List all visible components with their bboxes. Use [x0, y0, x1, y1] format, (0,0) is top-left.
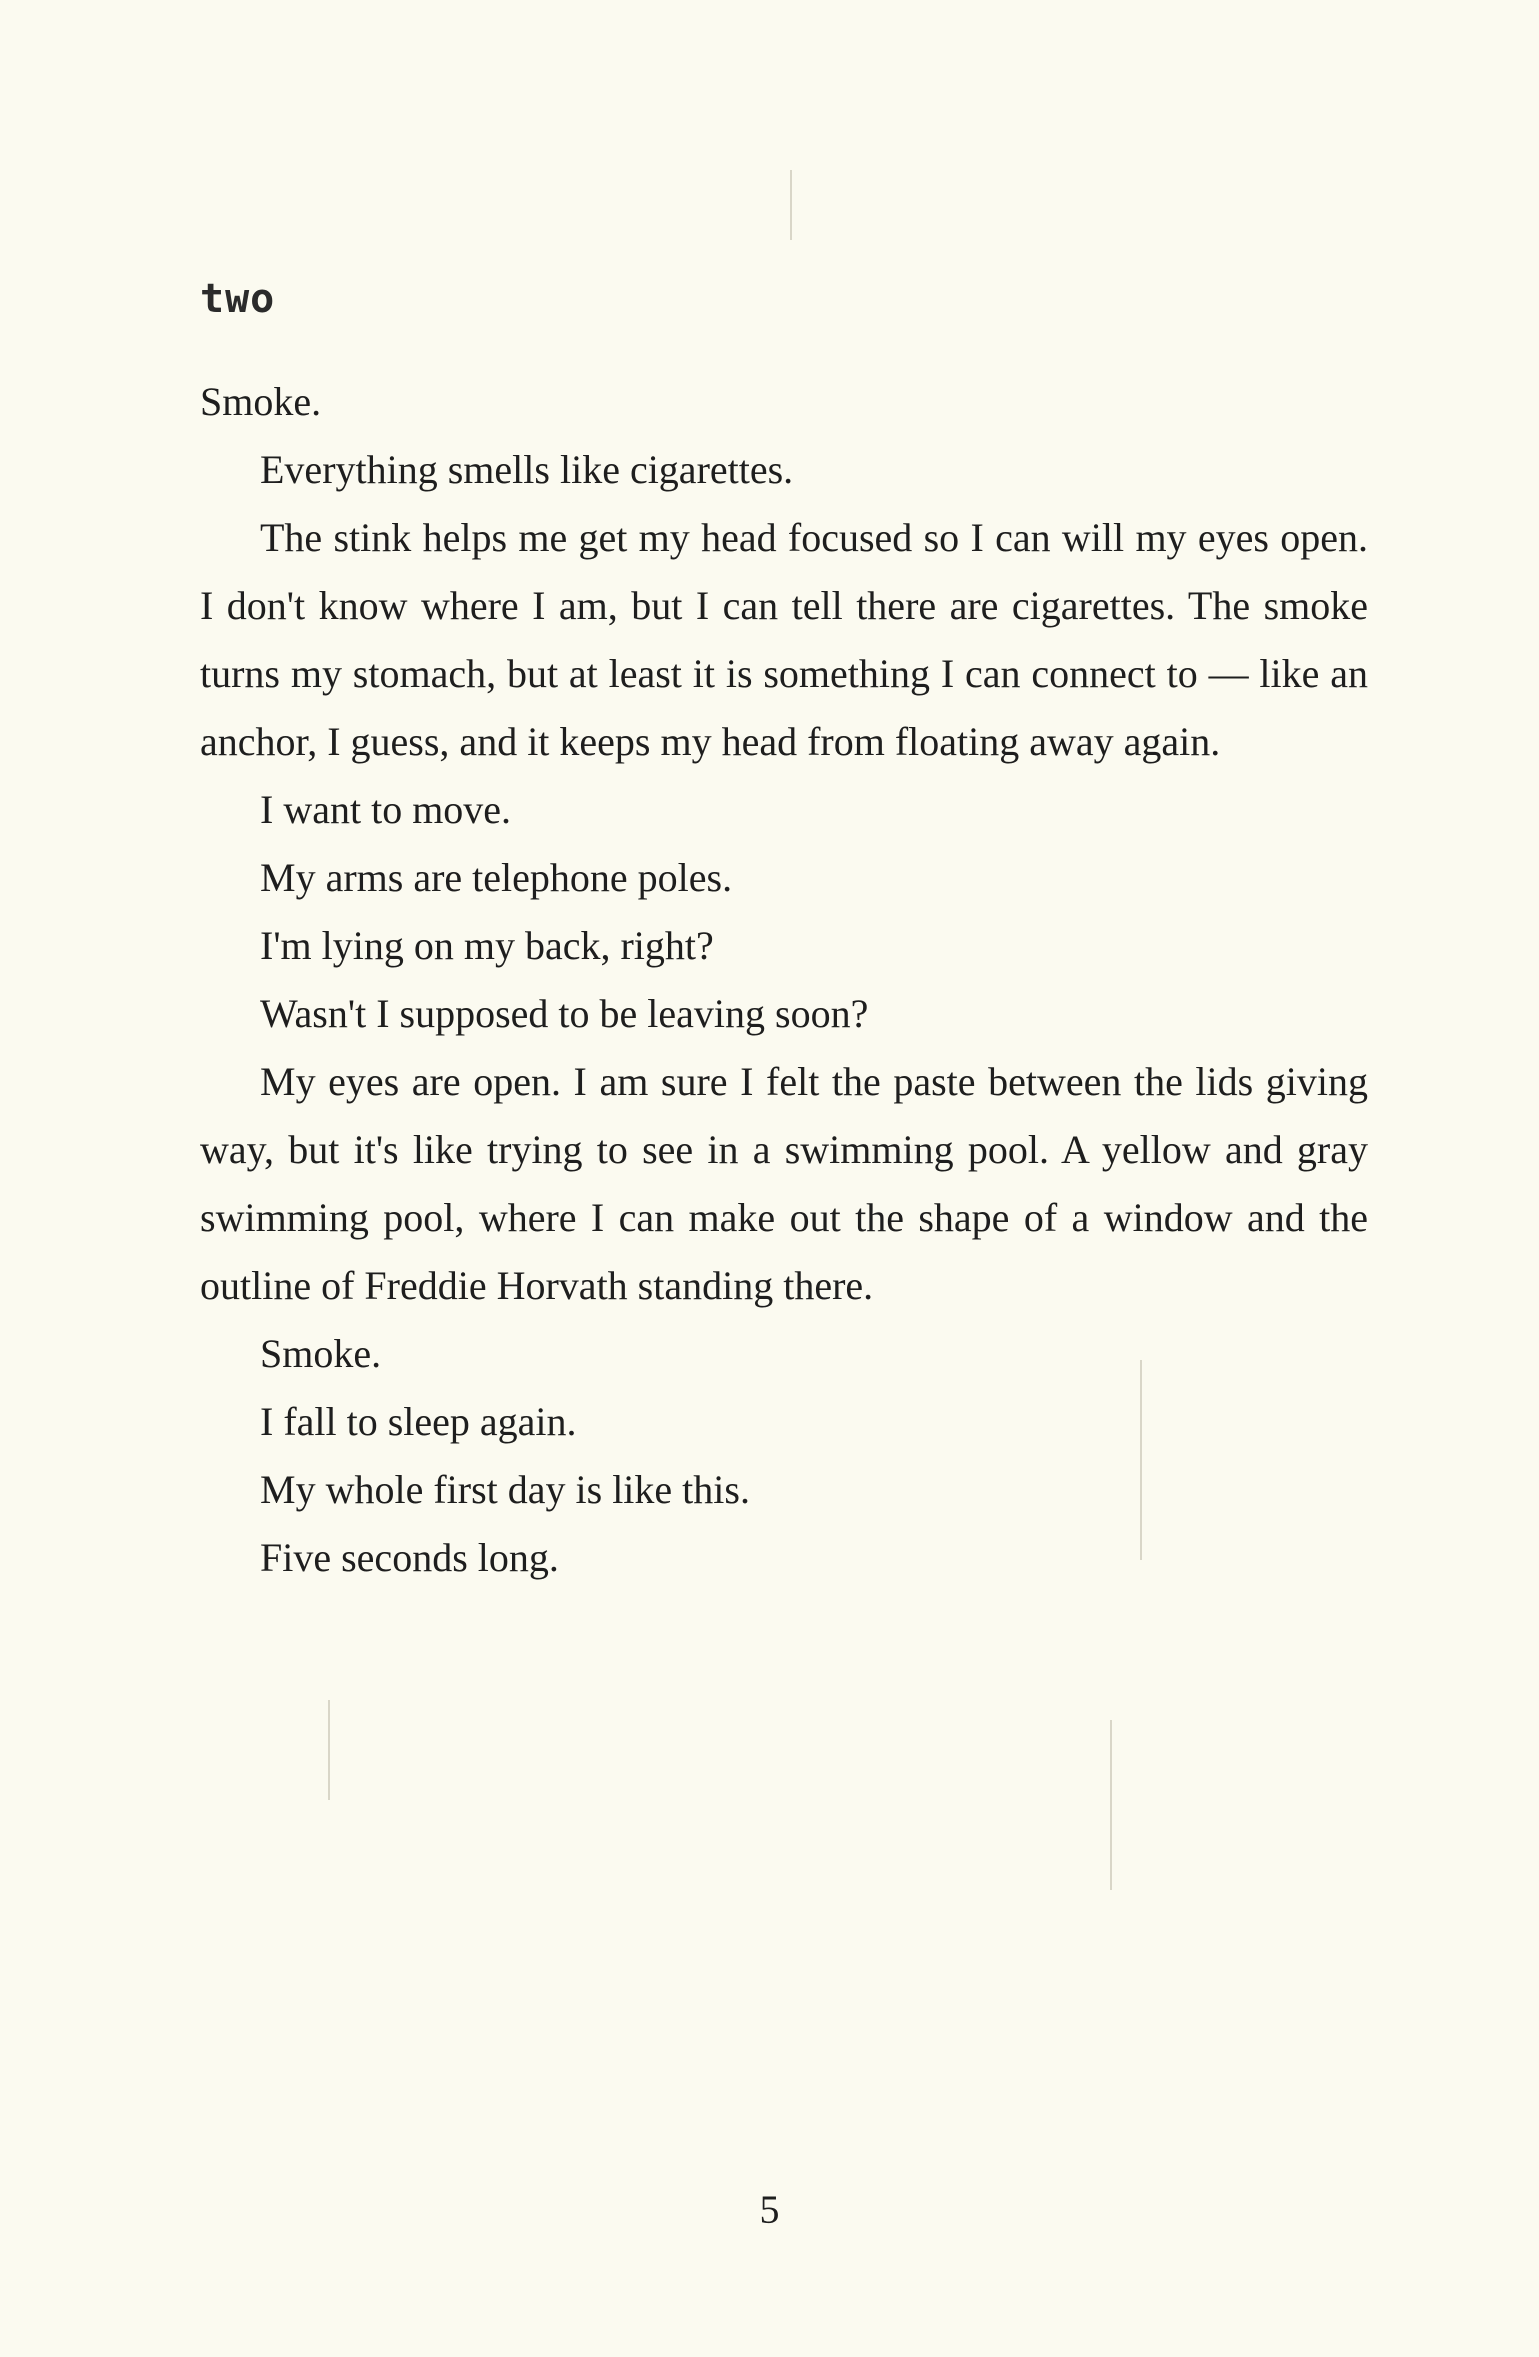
paragraph: Smoke. — [260, 1331, 382, 1376]
scan-artifact — [1110, 1720, 1112, 1890]
paragraph: My arms are telephone poles. — [260, 855, 733, 900]
paragraph: I'm lying on my back, right? — [260, 923, 714, 968]
paragraph: The stink helps me get my head focused so I can will my eyes open. I don't know where I am, but I can tell there are cigarettes. The smoke turns my stomach, but at least it is something I can connect to — like an anchor, I guess, and it keeps my head from floating away again. — [200, 515, 1368, 764]
paragraph: My eyes are open. I am sure I felt the paste between the lids giving way, but it's like trying to see in a swimming pool. A yellow and gray swimming pool, where I can make out the shape of a window and the outline of Freddie Horvath standing there. — [200, 1059, 1368, 1308]
paragraph: Everything smells like cigarettes. — [260, 447, 794, 492]
chapter-body — [200, 368, 1368, 1592]
paragraph: I want to move. — [260, 787, 512, 832]
paragraph: I fall to sleep again. — [260, 1399, 577, 1444]
page-number: 5 — [759, 2187, 780, 2232]
paragraph: My whole first day is like this. — [260, 1467, 750, 1512]
paragraph: Smoke. — [200, 379, 322, 424]
paragraph: Five seconds long. — [260, 1535, 559, 1580]
chapter-heading: two — [200, 276, 276, 322]
scan-artifact — [328, 1700, 330, 1800]
paragraph: Wasn't I supposed to be leaving soon? — [260, 991, 869, 1036]
scan-artifact — [790, 170, 792, 240]
